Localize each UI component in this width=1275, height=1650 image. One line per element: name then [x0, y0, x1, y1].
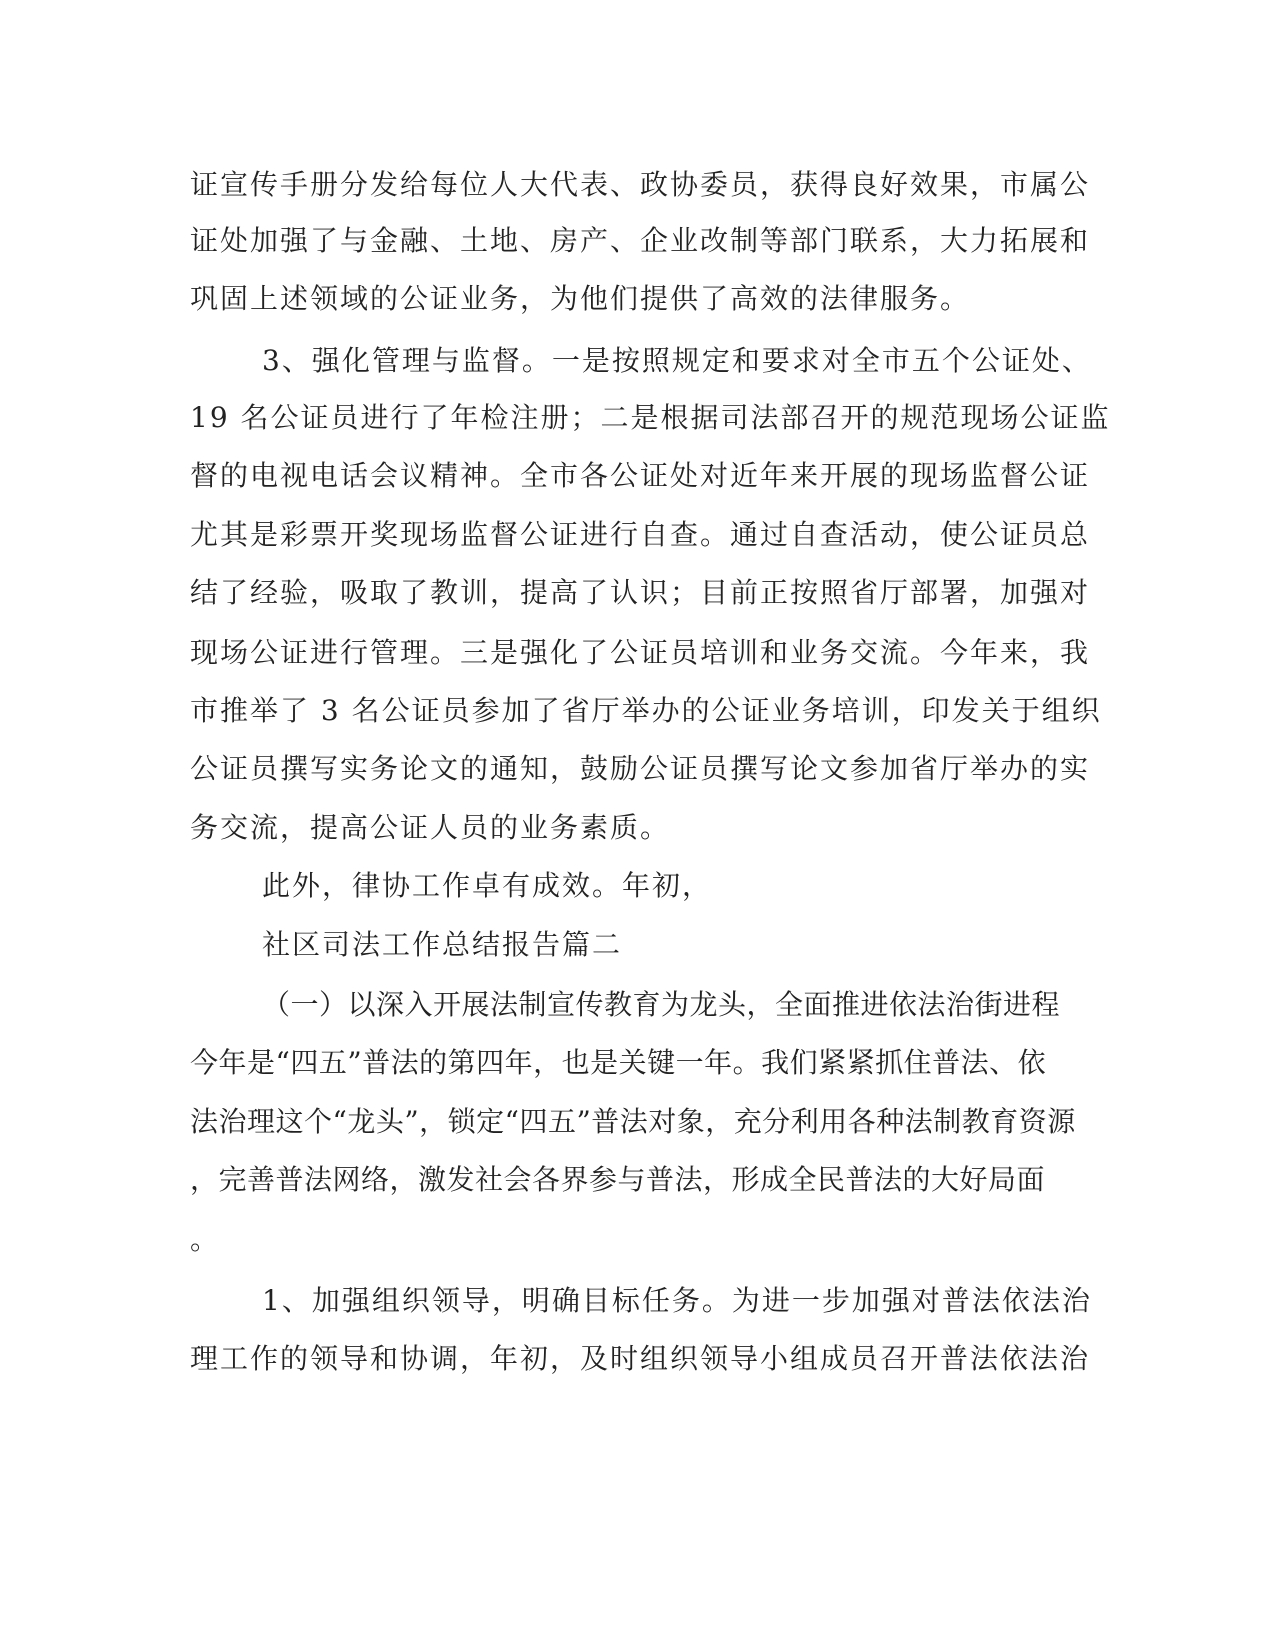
text-line: 理工作的领导和协调，年初，及时组织领导小组成员召开普法依法治	[190, 1342, 1091, 1375]
text-line: 督的电视电话会议精神。全市各公证处对近年来开展的现场监督公证	[190, 459, 1091, 492]
text-line: 19 名公证员进行了年检注册；二是根据司法部召开的规范现场公证监	[190, 401, 1111, 434]
text-line: （一）以深入开展法制宣传教育为龙头，全面推进依法治街进程	[262, 988, 1061, 1021]
text-line: 务交流，提高公证人员的业务素质。	[190, 811, 671, 844]
text-line: 。	[190, 1223, 221, 1256]
text-line: 3、强化管理与监督。一是按照规定和要求对全市五个公证处、	[262, 344, 1092, 377]
text-line: ，完善普法网络，激发社会各界参与普法，形成全民普法的大好局面	[190, 1163, 1046, 1196]
text-line: 今年是“四五”普法的第四年，也是关键一年。我们紧紧抓住普法、依	[190, 1046, 1047, 1079]
text-line: 证宣传手册分发给每位人大代表、政协委员，获得良好效果，市属公	[190, 168, 1091, 201]
text-line: 此外，律协工作卓有成效。年初，	[262, 869, 713, 902]
text-line: 结了经验，吸取了教训，提高了认识；目前正按照省厅部署，加强对	[190, 576, 1091, 609]
text-line: 现场公证进行管理。三是强化了公证员培训和业务交流。今年来，我	[190, 636, 1091, 669]
text-line: 公证员撰写实务论文的通知，鼓励公证员撰写论文参加省厅举办的实	[190, 752, 1091, 785]
text-line: 尤其是彩票开奖现场监督公证进行自查。通过自查活动，使公证员总	[190, 518, 1091, 551]
section-heading: 社区司法工作总结报告篇二	[262, 928, 623, 961]
text-line: 法治理这个“龙头”，锁定“四五”普法对象，充分利用各种法制教育资源	[190, 1105, 1076, 1138]
text-line: 市推举了 3 名公证员参加了省厅举办的公证业务培训，印发关于组织	[190, 694, 1102, 727]
text-line: 巩固上述领域的公证业务，为他们提供了高效的法律服务。	[190, 282, 971, 315]
text-line: 证处加强了与金融、土地、房产、企业改制等部门联系，大力拓展和	[190, 224, 1091, 257]
text-line: 1、加强组织领导，明确目标任务。为进一步加强对普法依法治	[262, 1284, 1092, 1317]
